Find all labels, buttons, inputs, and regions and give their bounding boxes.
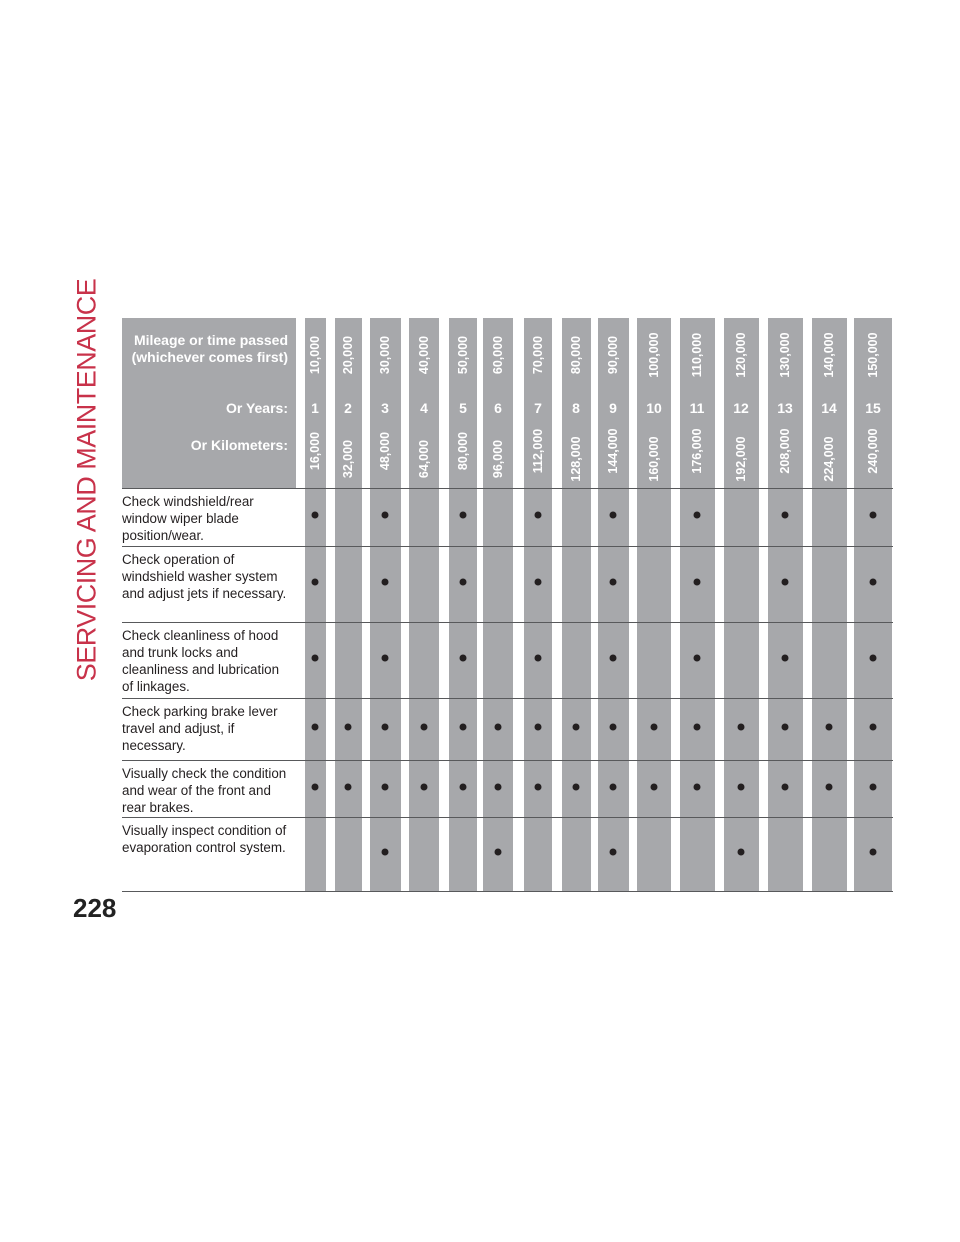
miles-label: 140,000 (822, 332, 836, 378)
task-description: Visually check the condition and wear of the front and rear brakes. (122, 766, 287, 815)
service-dot (535, 654, 542, 661)
kilometers-label: 208,000 (778, 428, 792, 474)
service-dot (460, 578, 467, 585)
years-label: 9 (609, 400, 617, 416)
kilometers-label: 128,000 (569, 436, 583, 482)
years-label: 4 (420, 400, 428, 416)
service-dot (460, 654, 467, 661)
page-number: 228 (73, 893, 117, 923)
service-dot (312, 724, 319, 731)
kilometers-header: Or Kilometers: (190, 437, 288, 453)
kilometers-label: 240,000 (866, 428, 880, 474)
service-dot (382, 654, 389, 661)
service-dot (826, 724, 833, 731)
task-description: Check operation of windshield washer system and adjust jets if necessary. (122, 552, 287, 601)
row-separator (122, 546, 893, 547)
miles-label: 120,000 (734, 332, 748, 378)
service-dot (651, 783, 658, 790)
miles-label: 60,000 (491, 335, 505, 375)
service-dot (495, 848, 502, 855)
years-label: 11 (689, 400, 705, 416)
service-dot (738, 724, 745, 731)
miles-label: 80,000 (569, 335, 583, 375)
service-dot (495, 724, 502, 731)
years-label: 5 (459, 400, 467, 416)
kilometers-label: 64,000 (417, 439, 431, 479)
row-separator (122, 817, 893, 818)
years-label: 3 (381, 400, 389, 416)
miles-label: 130,000 (778, 332, 792, 378)
service-dot (382, 512, 389, 519)
service-dot (694, 783, 701, 790)
service-dot (738, 848, 745, 855)
years-label: 13 (777, 400, 793, 416)
service-dot (694, 578, 701, 585)
service-dot (460, 512, 467, 519)
service-dot (345, 783, 352, 790)
row-separator (122, 622, 893, 623)
service-dot (782, 724, 789, 731)
miles-label: 40,000 (417, 335, 431, 375)
service-dot (535, 783, 542, 790)
task-description: Check windshield/rear window wiper blade position/wear. (122, 494, 254, 543)
service-dot (826, 783, 833, 790)
service-dot (610, 578, 617, 585)
years-label: 7 (534, 400, 542, 416)
kilometers-label: 32,000 (341, 439, 355, 479)
kilometers-label: 112,000 (531, 428, 545, 474)
row-separator (122, 698, 893, 699)
years-label: 10 (646, 400, 662, 416)
kilometers-label: 144,000 (606, 428, 620, 474)
service-dot (870, 848, 877, 855)
kilometers-label: 176,000 (690, 428, 704, 474)
service-dot (573, 724, 580, 731)
service-dot (312, 578, 319, 585)
section-title-text: SERVICING AND MAINTENANCE (71, 278, 102, 682)
task-description: Visually inspect condition of evaporation control system. (122, 823, 287, 855)
miles-label: 100,000 (647, 332, 661, 378)
row-separator (122, 760, 893, 761)
task-description: Check cleanliness of hood and trunk locks and cleanliness and lubrication of linkages. (122, 628, 280, 694)
service-dot (535, 724, 542, 731)
kilometers-label: 80,000 (456, 431, 470, 471)
miles-label: 20,000 (341, 335, 355, 375)
service-dot (738, 783, 745, 790)
service-dot (694, 512, 701, 519)
years-label: 1 (311, 400, 319, 416)
service-dot (610, 848, 617, 855)
kilometers-label: 224,000 (822, 436, 836, 482)
row-separator (122, 891, 893, 892)
service-dot (870, 724, 877, 731)
service-dot (535, 578, 542, 585)
miles-label: 150,000 (866, 332, 880, 378)
service-dot (312, 783, 319, 790)
service-dot (382, 578, 389, 585)
miles-label: 90,000 (606, 335, 620, 375)
service-dot (610, 654, 617, 661)
kilometers-label: 160,000 (647, 436, 661, 482)
service-dot (382, 783, 389, 790)
years-label: 8 (572, 400, 580, 416)
service-dot (782, 654, 789, 661)
task-description: Check parking brake lever travel and adjust, if necessary. (122, 704, 278, 753)
service-dot (382, 724, 389, 731)
kilometers-label: 96,000 (491, 439, 505, 479)
service-dot (535, 512, 542, 519)
service-dot (421, 724, 428, 731)
service-dot (870, 654, 877, 661)
service-dot (495, 783, 502, 790)
kilometers-label: 16,000 (308, 431, 322, 471)
service-dot (651, 724, 658, 731)
mileage-header: Mileage or time passed (whichever comes first) (131, 332, 288, 365)
years-label: 15 (865, 400, 881, 416)
service-dot (694, 724, 701, 731)
years-label: 12 (733, 400, 749, 416)
kilometers-label: 48,000 (378, 431, 392, 471)
miles-label: 10,000 (308, 335, 322, 375)
miles-label: 30,000 (378, 335, 392, 375)
miles-label: 50,000 (456, 335, 470, 375)
service-dot (782, 578, 789, 585)
service-dot (382, 848, 389, 855)
service-dot (312, 654, 319, 661)
service-dot (610, 512, 617, 519)
service-dot (460, 783, 467, 790)
years-header: Or Years: (225, 400, 288, 416)
service-dot (460, 724, 467, 731)
service-dot (610, 724, 617, 731)
service-dot (870, 783, 877, 790)
row-separator (122, 488, 893, 489)
service-dot (573, 783, 580, 790)
miles-label: 70,000 (531, 335, 545, 375)
service-dot (610, 783, 617, 790)
service-dot (782, 783, 789, 790)
service-dot (694, 654, 701, 661)
service-dot (345, 724, 352, 731)
service-dot (421, 783, 428, 790)
miles-label: 110,000 (690, 332, 704, 378)
years-label: 2 (344, 400, 352, 416)
years-label: 14 (821, 400, 837, 416)
service-dot (870, 512, 877, 519)
years-label: 6 (494, 400, 502, 416)
service-dot (782, 512, 789, 519)
service-dot (870, 578, 877, 585)
service-dot (312, 512, 319, 519)
kilometers-label: 192,000 (734, 436, 748, 482)
